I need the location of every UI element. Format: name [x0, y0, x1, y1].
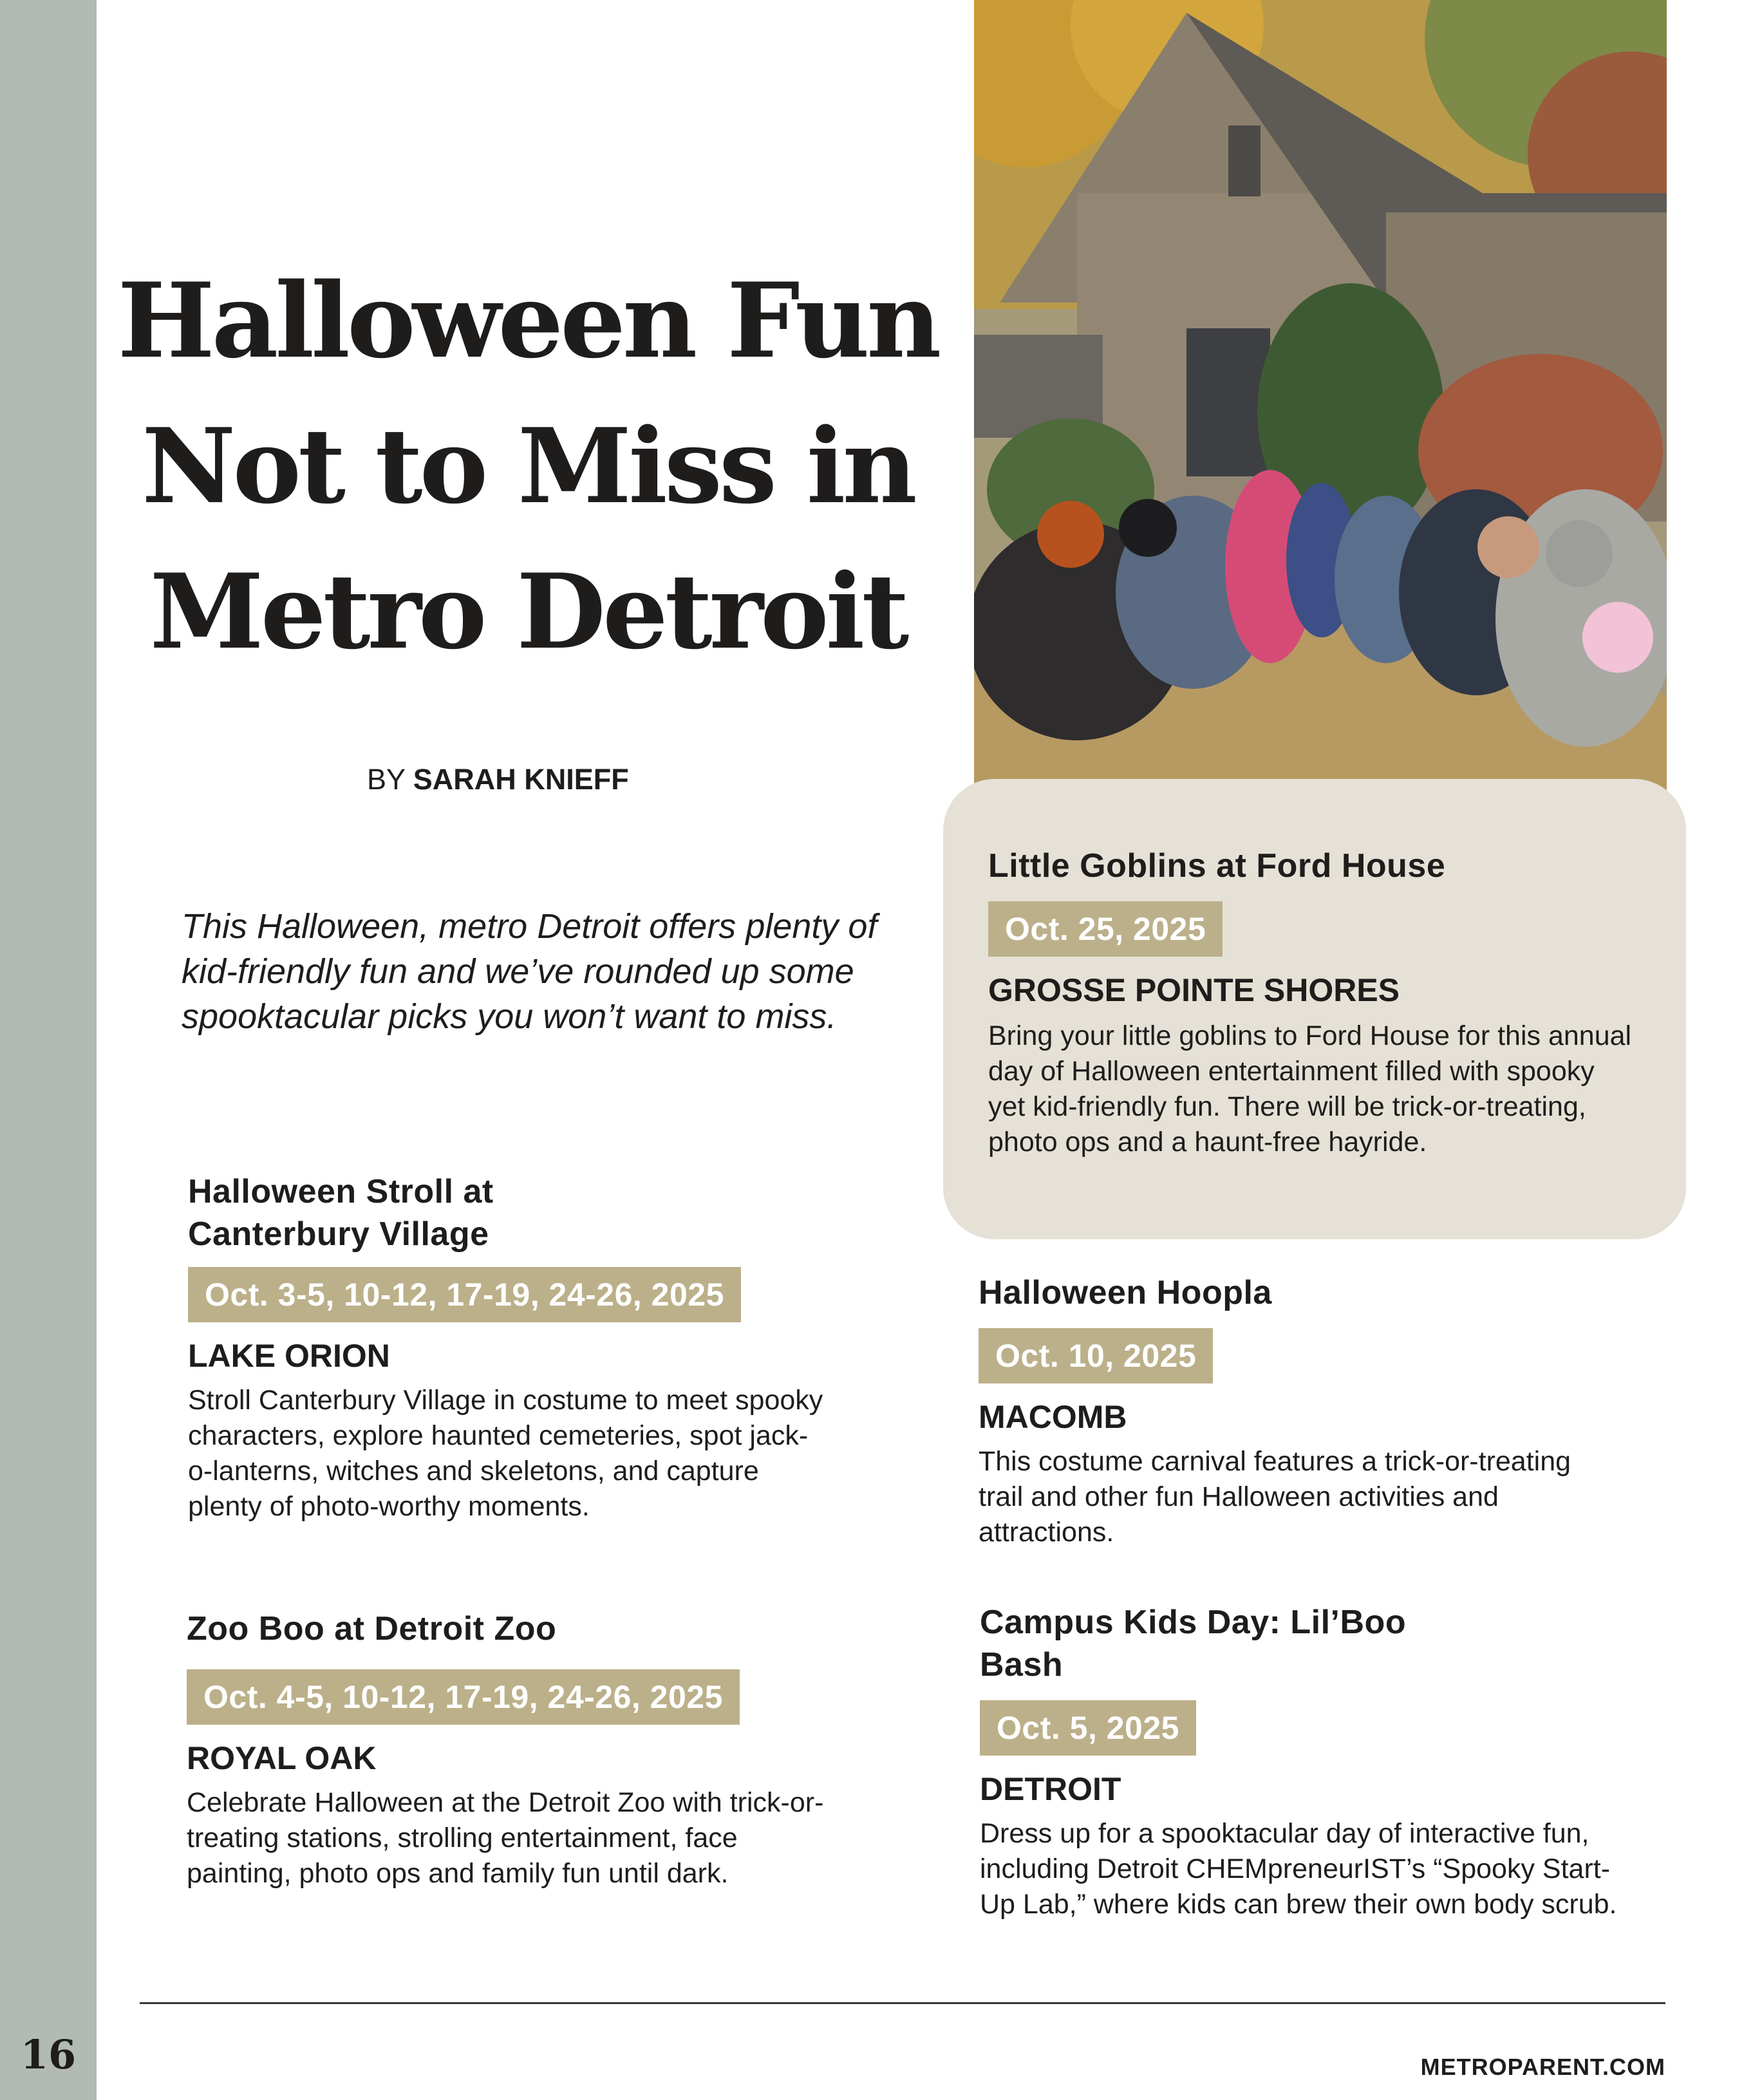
event-zoo-boo	[187, 1608, 863, 1891]
event-location: LAKE ORION	[188, 1338, 390, 1374]
event-description: Stroll Canterbury Village in costume to meet spooky characters, explore haunted cemeteries, spot jack-o-lanterns, witches and skeletons, and capture plenty of photo-worthy moments.	[188, 1385, 823, 1522]
footer-divider	[140, 2002, 1665, 2004]
event-halloween-hoopla	[979, 1271, 1654, 1550]
byline	[367, 763, 629, 796]
byline-author: SARAH KNIEFF	[413, 763, 629, 796]
event-location: ROYAL OAK	[187, 1740, 377, 1776]
event-little-goblins	[988, 845, 1632, 1160]
hayride-photo	[974, 0, 1667, 792]
page-number: 16	[20, 2031, 77, 2078]
event-date-tag: Oct. 5, 2025	[980, 1700, 1196, 1756]
title-line-2: Not to Miss in	[142, 406, 914, 527]
event-halloween-stroll	[188, 1170, 864, 1524]
title-line-1: Halloween Fun	[117, 260, 939, 381]
event-location: MACOMB	[979, 1399, 1127, 1435]
footer-website: METROPARENT.COM	[1420, 2054, 1665, 2080]
event-title: Zoo Boo at Detroit Zoo	[187, 1610, 557, 1647]
event-description: Dress up for a spooktacular day of interactive fun, including Detroit CHEMpreneurIST’s “Spooky Start-Up Lab,” where kids can brew their own body scrub.	[980, 1818, 1617, 1920]
page-title	[109, 248, 946, 684]
event-description: Bring your little goblins to Ford House for this annual day of Halloween entertainment filled with spooky yet kid-friendly fun. There will be trick-or-treating, photo ops and a haunt-free hayride.	[988, 1020, 1632, 1158]
byline-prefix: BY	[367, 763, 406, 796]
event-campus-kids-day	[980, 1601, 1656, 1922]
title-line-3: Metro Detroit	[149, 551, 906, 672]
event-title: Campus Kids Day: Lil’Boo Bash	[980, 1604, 1407, 1683]
event-date-tag: Oct. 3-5, 10-12, 17-19, 24-26, 2025	[188, 1267, 741, 1322]
page-sidebar	[0, 0, 97, 2100]
event-date-tag: Oct. 10, 2025	[979, 1328, 1213, 1383]
event-location: GROSSE POINTE SHORES	[988, 972, 1400, 1008]
event-title: Halloween Stroll at Canterbury Village	[188, 1173, 494, 1253]
event-description: This costume carnival features a trick-or-treating trail and other fun Halloween activities and attractions.	[979, 1446, 1571, 1548]
intro-paragraph: This Halloween, metro Detroit offers plenty of kid-friendly fun and we’ve rounded up some spooktacular picks you won’t want to miss.	[182, 907, 877, 1036]
event-description: Celebrate Halloween at the Detroit Zoo with trick-or-treating stations, strolling entertainment, face painting, photo ops and family fun until dark.	[187, 1787, 824, 1889]
event-location: DETROIT	[980, 1771, 1121, 1807]
event-date-tag: Oct. 25, 2025	[988, 901, 1223, 957]
event-title: Halloween Hoopla	[979, 1274, 1272, 1311]
event-title: Little Goblins at Ford House	[988, 847, 1446, 885]
event-date-tag: Oct. 4-5, 10-12, 17-19, 24-26, 2025	[187, 1669, 740, 1725]
